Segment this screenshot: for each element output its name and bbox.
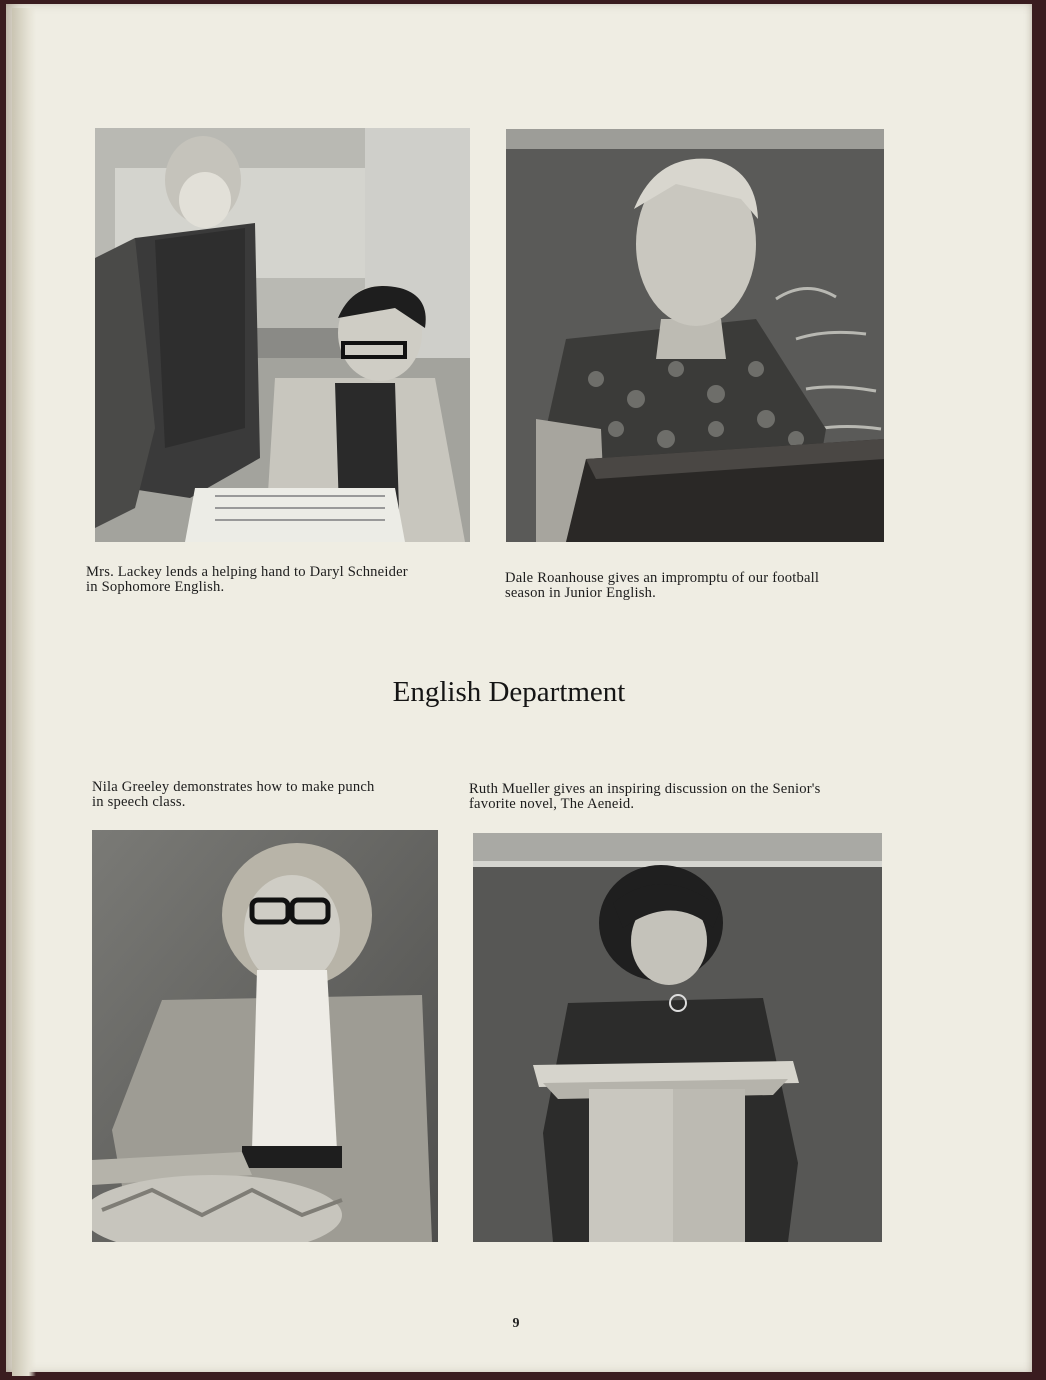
photo-girl-making-punch bbox=[92, 830, 438, 1242]
caption-line: Ruth Mueller gives an inspiring discussion on the Senior's bbox=[469, 781, 821, 797]
page-title: English Department bbox=[392, 676, 626, 708]
caption-photo-3 bbox=[92, 780, 375, 810]
photo-girl-at-lectern bbox=[473, 833, 882, 1242]
caption-photo-1 bbox=[86, 565, 408, 595]
caption-line: Dale Roanhouse gives an impromptu of our football bbox=[505, 570, 820, 586]
yearbook-page bbox=[6, 4, 1032, 1372]
caption-line: Nila Greeley demonstrates how to make punch bbox=[92, 779, 375, 795]
caption-line: favorite novel, The Aeneid. bbox=[469, 796, 635, 812]
caption-line: in speech class. bbox=[92, 794, 186, 810]
photo-teacher-helping-student bbox=[95, 128, 470, 542]
caption-line: in Sophomore English. bbox=[86, 579, 225, 595]
caption-photo-2 bbox=[505, 571, 819, 601]
caption-photo-4 bbox=[469, 782, 820, 812]
caption-line: season in Junior English. bbox=[505, 585, 656, 601]
page-number: 9 bbox=[512, 1316, 520, 1331]
photo-student-at-podium bbox=[506, 129, 884, 542]
caption-line: Mrs. Lackey lends a helping hand to Daryl Schneider bbox=[86, 564, 408, 580]
